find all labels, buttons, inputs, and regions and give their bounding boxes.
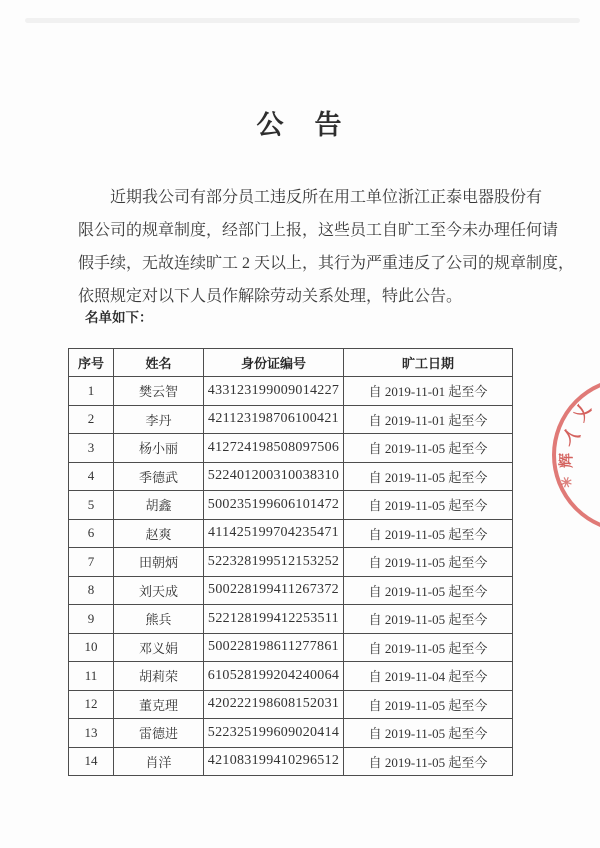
table-cell: 自 2019-11-05 起至今: [344, 462, 513, 491]
table-cell: 500228199411267372: [204, 576, 344, 605]
table-cell: 500228198611277861: [204, 633, 344, 662]
table-cell: 自 2019-11-05 起至今: [344, 576, 513, 605]
table-cell: 4: [69, 462, 114, 491]
table-header-row: [69, 349, 513, 377]
table-row: [69, 747, 513, 776]
table-cell: 董克理: [114, 690, 204, 719]
scan-artifact-smudge: [25, 18, 580, 23]
seal-character: 乂: [569, 400, 595, 425]
table-cell: 雷德进: [114, 719, 204, 748]
body-line: 限公司的规章制度，经部门上报，这些员工自旷工至今未办理任何请: [78, 222, 559, 239]
table-cell: 自 2019-11-01 起至今: [344, 405, 513, 434]
body-line: 假手续，无故连续旷工 2 天以上，其行为严重违反了公司的规章制度，: [78, 255, 575, 272]
table-cell: 自 2019-11-05 起至今: [344, 491, 513, 520]
table-cell: 420222198608152031: [204, 690, 344, 719]
table-cell: 500235199606101472: [204, 491, 344, 520]
table-cell: 肖洋: [114, 747, 204, 776]
seal-character: 人: [558, 423, 584, 449]
table-cell: 433123199009014227: [204, 377, 344, 406]
table-cell: 522401200310038310: [204, 462, 344, 491]
table-cell: 11: [69, 662, 114, 691]
table-row: [69, 605, 513, 634]
seal-circle-arc: [552, 377, 600, 533]
table-cell: 14: [69, 747, 114, 776]
table-cell: 610528199204240064: [204, 662, 344, 691]
table-cell: 刘天成: [114, 576, 204, 605]
table-row: [69, 491, 513, 520]
table-row: [69, 519, 513, 548]
table-cell: 自 2019-11-05 起至今: [344, 690, 513, 719]
table-cell: 8: [69, 576, 114, 605]
table-cell: 胡莉荣: [114, 662, 204, 691]
table-cell: 杨小丽: [114, 434, 204, 463]
table-row: [69, 377, 513, 406]
table-row: [69, 690, 513, 719]
table-cell: 421123198706100421: [204, 405, 344, 434]
absence-roster-table: [68, 348, 513, 776]
table-cell: 412724198508097506: [204, 434, 344, 463]
table-cell: 熊兵: [114, 605, 204, 634]
body-line: 近期我公司有部分员工违反所在用工单位浙江正泰电器股份有: [110, 189, 543, 206]
table-cell: 自 2019-11-05 起至今: [344, 747, 513, 776]
table-cell: 7: [69, 548, 114, 577]
table-cell: 13: [69, 719, 114, 748]
table-cell: 田朝炳: [114, 548, 204, 577]
table-cell: 自 2019-11-04 起至今: [344, 662, 513, 691]
table-cell: 樊云智: [114, 377, 204, 406]
table-cell: 自 2019-11-05 起至今: [344, 434, 513, 463]
seal-character: ✳: [558, 473, 578, 490]
seal-character: 辉: [559, 452, 576, 469]
table-cell: 自 2019-11-05 起至今: [344, 719, 513, 748]
table-cell: 自 2019-11-05 起至今: [344, 605, 513, 634]
announcement-body: [78, 181, 575, 313]
body-line: 依照规定对以下人员作解除劳动关系处理，特此公告。: [78, 288, 463, 305]
table-cell: 自 2019-11-01 起至今: [344, 377, 513, 406]
table-cell: 3: [69, 434, 114, 463]
column-header-date: 旷工日期: [344, 349, 513, 377]
table-cell: 5: [69, 491, 114, 520]
table-cell: 9: [69, 605, 114, 634]
table-body: [69, 377, 513, 776]
list-label: 名单如下：: [85, 310, 153, 325]
table-cell: 6: [69, 519, 114, 548]
red-seal-stamp: [552, 377, 600, 535]
table-cell: 1: [69, 377, 114, 406]
table-row: [69, 633, 513, 662]
table-row: [69, 719, 513, 748]
column-header-id: 身份证编号: [204, 349, 344, 377]
table-cell: 胡鑫: [114, 491, 204, 520]
table-cell: 522128199412253511: [204, 605, 344, 634]
table-row: [69, 434, 513, 463]
table-row: [69, 462, 513, 491]
table-cell: 赵爽: [114, 519, 204, 548]
table-cell: 李丹: [114, 405, 204, 434]
table-cell: 2: [69, 405, 114, 434]
table-cell: 自 2019-11-05 起至今: [344, 548, 513, 577]
column-header-name: 姓名: [114, 349, 204, 377]
table-row: [69, 548, 513, 577]
table-cell: 季德武: [114, 462, 204, 491]
table-cell: 自 2019-11-05 起至今: [344, 633, 513, 662]
table-cell: 522328199512153252: [204, 548, 344, 577]
table-cell: 12: [69, 690, 114, 719]
table-cell: 自 2019-11-05 起至今: [344, 519, 513, 548]
table-cell: 421083199410296512: [204, 747, 344, 776]
table-row: [69, 405, 513, 434]
table-cell: 10: [69, 633, 114, 662]
table-row: [69, 576, 513, 605]
table-cell: 522325199609020414: [204, 719, 344, 748]
page-title: 公 告: [256, 110, 344, 140]
column-header-no: 序号: [69, 349, 114, 377]
table-cell: 411425199704235471: [204, 519, 344, 548]
table-row: [69, 662, 513, 691]
table-cell: 邓义娟: [114, 633, 204, 662]
